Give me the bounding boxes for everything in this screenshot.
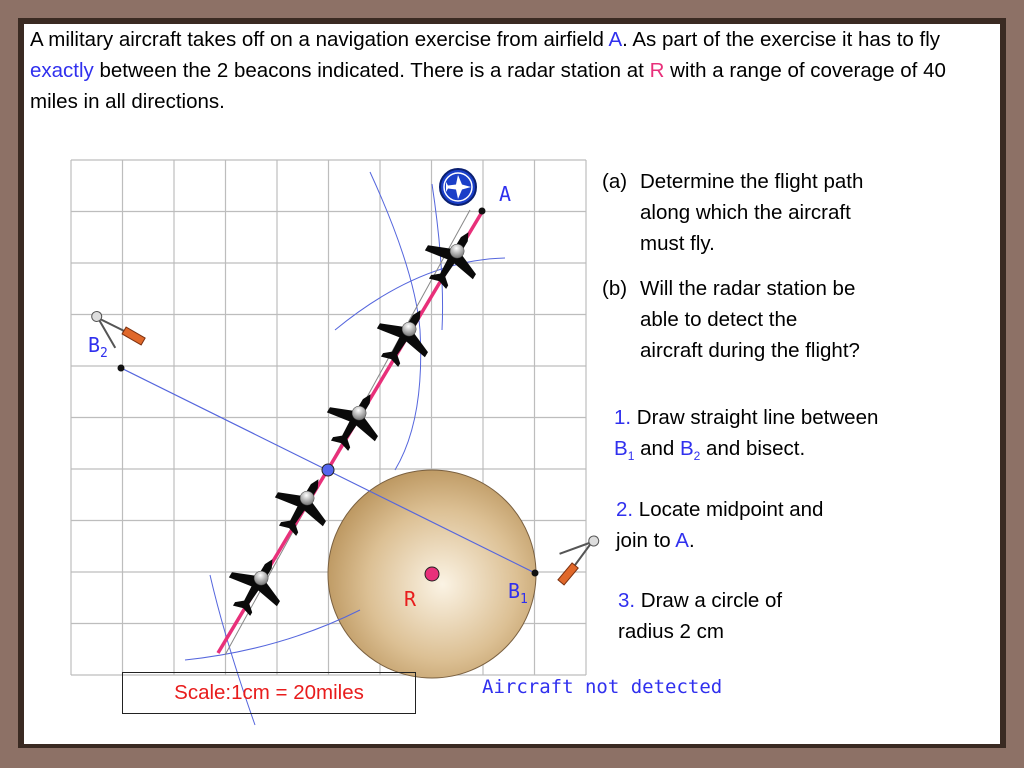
airfield-a-ref: A <box>608 28 623 51</box>
question-a: (a) Determine the flight path along which the aircraft must fly. <box>602 170 864 255</box>
aircraft-icon <box>218 545 297 625</box>
aircraft-icon <box>414 218 493 298</box>
aircraft-icon <box>366 296 445 376</box>
compass-icon <box>547 533 610 586</box>
construction-arc <box>185 610 360 660</box>
construction-arc <box>432 184 443 330</box>
result-text: Aircraft not detected <box>482 676 723 698</box>
airport-icon <box>440 169 476 205</box>
beacon-b2-point <box>118 365 125 372</box>
label-a: A <box>499 182 512 206</box>
step-3: 3. Draw a circle of radius 2 cm <box>618 589 783 643</box>
airfield-a-point <box>479 208 486 215</box>
step-1: 1. Draw straight line between $B_1$ and $B_2$ and bisect. <box>614 406 879 464</box>
aircraft-icon <box>316 380 395 460</box>
label-b1: $B_1$ <box>508 579 528 607</box>
label-b2: $B_2$ <box>88 333 108 361</box>
beacon-b1-point <box>532 570 539 577</box>
radar-r-ref: R <box>649 59 665 82</box>
exactly-emphasis: exactly <box>30 59 94 82</box>
problem-statement: A military aircraft takes off on a navigation exercise from airfield A. As part of the exercise it has to fly exactly between the 2 beacons indicated. There is a radar station at R with a range of coverage of 40 miles in all directions. <box>30 28 946 113</box>
midpoint-marker <box>322 464 334 476</box>
label-r: R <box>404 587 417 611</box>
scale-label: Scale:1cm = 20miles <box>122 672 416 714</box>
radar-station-point <box>425 567 439 581</box>
question-b: (b) Will the radar station be able to detect the aircraft during the flight? <box>602 277 860 362</box>
construction-arc <box>335 258 505 330</box>
aircraft-icon <box>264 465 343 545</box>
step-2: 2. Locate midpoint and join to A. <box>616 498 824 552</box>
